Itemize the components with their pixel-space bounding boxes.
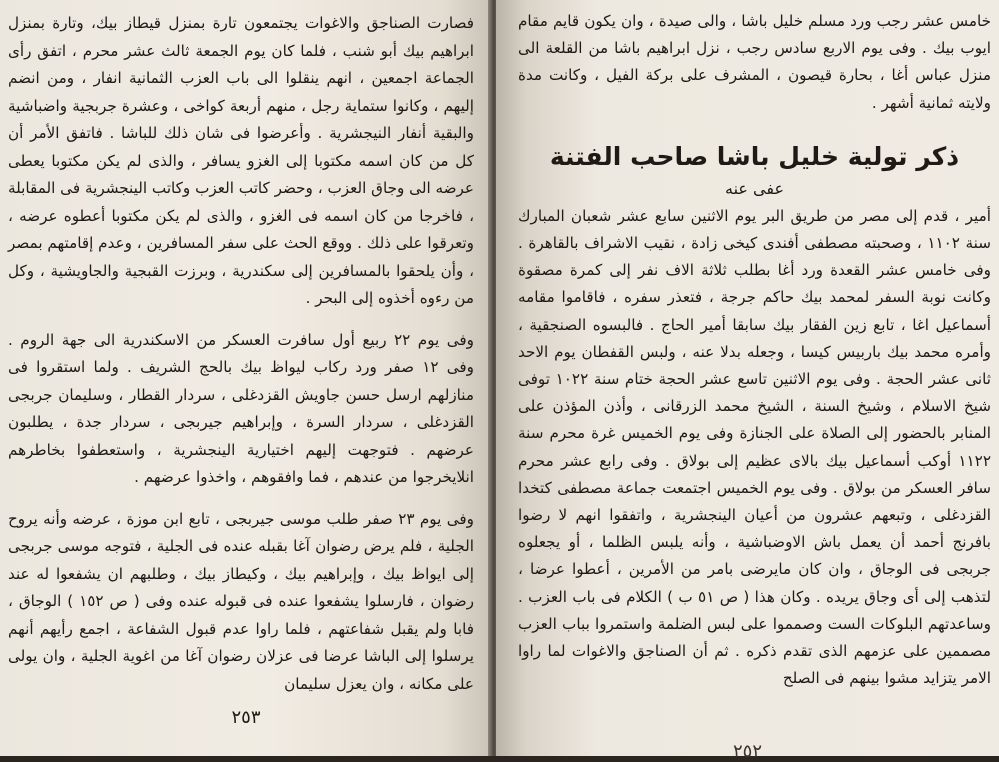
left-page-number: ٢٥٣ <box>231 707 261 728</box>
right-paragraph-2: أمير ، قدم إلى مصر من طريق البر يوم الاثنين سابع عشر شعبان المبارك سنة ١١٠٢ ، وصحبته مصطفى أفندى كيخى زادة ، نقيب الاشراف بالقاهرة . وفى خامس عشر القعدة ورد أغا بطلب ثلاثة الاف نفر إلى كمرة مصقوة وكانت نوبة السفر لمحمد بيك حاكم جرجة ، فتعذر سفره ، فاقاموا مقامه أسماعيل اغا ، تابع زين الفقار بيك سابقا أمير الحاج . فالبسوه الصنجقية ، وأمره محمد بيك باربيس كيسا ، وجعله بدلا عنه ، ولبس القفطان يوم الاحد ثانى عشر الحجة . وفى يوم الاثنين تاسع عشر الحجة ختام سنة ١٠٢٢ توفى شيخ الاسلام ، وشيخ السنة ، الشيخ محمد الزرقانى ، وأذن المؤذن على المنابر بالحضور إلى الصلاة على الجنازة وفى يوم الخميس غرة محرم سنة ١١٢٢ أوكب أسماعيل بيك بالاى عظيم إلى بولاق . وفى رابع عشر محرم سافر العسكر من بولاق . وفى يوم الخميس اجتمعت جماعة مصطفى كتخدا القزدغلى ، وتبعهم عشرون من أعيان الينجشرية ، واتفقوا انهم لا رضوا بافرنج أحمد أن يعمل باش الاوضباشية ، وأنه يلبس الظلما ، أو يجعلوه جربجى فى الوجاق ، وان كان مايرضى بامر من الأمرين ، أعطوا عرضا ، لتذهب إلى أى وجاق يريده . وكان هذا ( ص ٥١ ب ) الكلام فى باب العزب . وساعدتهم البلوكات الست وصمموا على لبس الضلمة واستمروا بباب العزب مصممين على عزمهم الذى تقدم ذكره . ثم أن الصناجق والاغوات لما راوا الامر يتزايد مشوا بينهم فى الصلح <box>518 206 991 688</box>
right-page-number: ٢٥٢ <box>732 741 762 762</box>
right-page <box>496 0 999 762</box>
right-paragraph-1: خامس عشر رجب ورد مسلم خليل باشا ، والى صيدة ، وان يكون قايم مقام ايوب بيك . وفى يوم الاربع سادس رجب ، نزل ابراهيم باشا من القلعة الى منزل عباس أغا ، بحارة قيصون ، المشرف على بركة الفيل ، وكانت مدة ولايته ثمانية أشهر . <box>518 12 991 112</box>
section-subheading: عفى عنه <box>724 178 784 198</box>
left-paragraph-3: وفى يوم ٢٣ صفر طلب موسى جيربجى ، تابع ابن موزة ، عرضه وأنه يروح الجلية ، فلم يرض رضوان آغا بقبله عنده فى الجلية ، فتوجه موسى جربجى إلى ايواظ بيك ، وإبراهيم بيك ، وكيطاز بيك ، وطلبهم ان يشفعوا له عند رضوان ، فارسلوا يشفعوا عنده فى قبوله عنده وفى ( ص ١٥٢ ) الوجاق ، فابا ولم يقبل شفاعتهم ، فلما راوا عدم قبول الشفاعة ، اجمع رأيهم أنهم يرسلوا إلى الباشا عرضا فى عزلان رضوان آغا من اغوية الجلية ، وان يولى على مكانه ، وان يعزل سليمان <box>8 509 474 693</box>
left-paragraph-2: وفى يوم ٢٢ ربيع أول سافرت العسكر من الاسكندرية الى جهة الروم . وفى ١٢ صفر ورد ركاب ليواظ بيك بالحج الشريف . ولما استقروا فى منازلهم ارسل حسن جاويش القزدغلى ، سردار القطار ، وسليمان جربجى القزدغلى ، سردار السرة ، وإبراهيم جيربجى ، سردار جدة ، يطلبون عرضهم . فتوجهت إليهم اختيارية الينجشرية ، واستعطفوا بخاطرهم انلايخرجوا من عندهم ، فما وافقوهم ، واخذوا عرضهم . <box>8 330 474 486</box>
section-heading: ذكر تولية خليل باشا صاحب الفتنة <box>549 141 960 171</box>
left-page <box>0 0 492 756</box>
paragraph-gap <box>8 492 474 506</box>
paragraph-gap <box>8 313 474 327</box>
left-paragraph-1: فصارت الصناجق والاغوات يجتمعون تارة بمنزل قيطاز بيك، وتارة بمنزل ابراهيم بيك أبو شنب ، فلما كان يوم الجمعة ثالث عشر محرم ، اتفق رأى الجماعة اجمعين ، انهم ينقلوا الى باب العزب الثمانية انفار ، ومن انضم إليهم ، وكانوا ستماية رجل ، منهم أربعة كواخى ، وعشرة جربجية واضباشية والبقية أنفار النيجشرية . وأعرضوا فى شان ذلك للباشا . فاتفق الأمر أن كل من كان اسمه مكتوبا إلى الغزو يسافر ، والذى لم يكن مكتوبا يعطى عرضه الى وجاق العزب ، وحضر كاتب العزب وكاتب الينجشرية فى المقابلة ، فاخرجا من كان اسمه فى الغزو ، والذى لم يكن مكتوبا أعطوه عرضه ، وتعرقوا على ذلك . ووقع الحث على سفر المسافرين ، وعدم إقامتهم بمصر ، وأن يلحقوا بالمسافرين إلى سكندرية ، وبرزت القبجية والجاويشية ، وكل من رءوه أخذوه إلى البحر . <box>8 14 474 307</box>
